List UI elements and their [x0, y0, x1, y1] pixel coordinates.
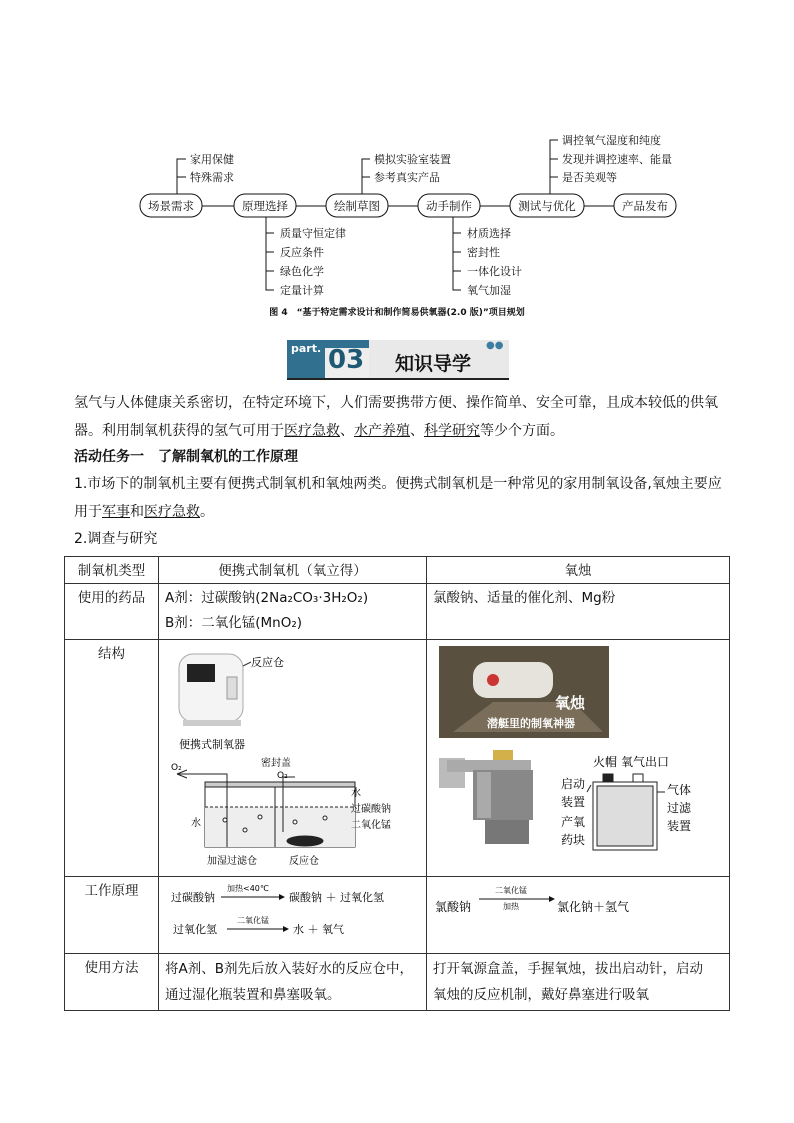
svg-text:O₂: O₂: [277, 771, 288, 781]
figure-caption: 图 4 “基于特定需求设计和制作简易供氧器(2.0 版)”项目规划: [269, 308, 525, 318]
svg-text:过碳酸钠: 过碳酸钠: [171, 891, 215, 904]
table-row: 使用方法 将A剂、B剂先后放入装好水的反应仓中， 通过湿化瓶装置和鼻塞吸氧。 打开氧源盒盖，手握氧烛，拔出启动针，启动 氧烛的反应机制，戴好鼻塞进行吸氧: [65, 954, 730, 1011]
portable-principle-cell: [159, 877, 427, 954]
svg-text:O₂: O₂: [171, 763, 182, 773]
principle-item: 绿色化学: [280, 265, 324, 278]
svg-text:产氧: 产氧: [561, 815, 586, 829]
task-heading: 活动任务一 了解制氧机的工作原理: [74, 449, 298, 465]
svg-text:火帽: 火帽: [593, 755, 618, 769]
svg-text:氯化钠＋氢气: 氯化钠＋氢气: [557, 900, 630, 914]
svg-text:反应仓: 反应仓: [289, 856, 319, 867]
candle-structure-cell: [427, 640, 730, 877]
candle-3d-render: [439, 750, 533, 844]
scene-item: 家用保健: [190, 153, 234, 166]
svg-text:碳酸钠 ＋ 过氧化氢: 碳酸钠 ＋ 过氧化氢: [289, 891, 384, 904]
svg-text:原理选择: 原理选择: [242, 199, 288, 213]
svg-text:动手制作: 动手制作: [426, 199, 472, 213]
candle-structure-figure: [433, 642, 723, 870]
svg-text:测试与优化: 测试与优化: [518, 199, 576, 213]
flow-node-principle: [234, 194, 296, 217]
svg-text:二氧化锰: 二氧化锰: [495, 886, 527, 895]
bubble-icon: ●●: [486, 340, 504, 351]
portable-structure-figure: [165, 642, 420, 870]
svg-text:加热: 加热: [503, 902, 519, 911]
make-item: 一体化设计: [467, 265, 522, 278]
humidifier-diagram: [177, 770, 355, 847]
test-item: 是否美观等: [562, 171, 617, 184]
svg-text:密封盖: 密封盖: [261, 758, 291, 769]
candle-principle-cell: [427, 877, 730, 954]
banner-part-label: part.: [291, 342, 322, 355]
svg-text:加湿过滤仓: 加湿过滤仓: [207, 856, 257, 867]
svg-text:二氧化锰: 二氧化锰: [237, 916, 269, 925]
svg-text:氧气出口: 氧气出口: [621, 755, 670, 769]
flow-node-sketch: [326, 194, 388, 217]
svg-text:水: 水: [351, 788, 361, 799]
flow-node-scene: [140, 194, 202, 217]
flow-node-release: [614, 194, 676, 217]
test-item: 发现并调控速率、能量: [562, 153, 672, 166]
underlined-term: 科学研究: [424, 423, 480, 439]
oxygen-device-image: [179, 654, 251, 726]
table-row: 使用的药品 A剂：过碳酸钠(2Na₂CO₃·3H₂O₂) B剂：二氧化锰(MnO₂) 氯酸钠、适量的催化剂、Mg粉: [65, 584, 730, 640]
table-row: 工作原理 过碳酸钠 加热<40℃ 碳酸钠 ＋ 过氧化氢 过氧化氢 二氧化锰 水 ＋ 氧气 氯酸钠 二氧化锰 加热 氯化钠＋氢气: [65, 877, 730, 954]
make-item: 材质选择: [467, 227, 511, 240]
svg-text:潜艇里的制氧神器: 潜艇里的制氧神器: [487, 717, 575, 730]
svg-text:过滤: 过滤: [667, 801, 692, 815]
section-banner: [287, 340, 509, 380]
svg-text:装置: 装置: [561, 795, 586, 809]
intro-paragraph: 氢气与人体健康关系密切，在特定环境下，人们需要携带方便、操作简单、安全可靠，且成本较低的供氧 器。利用制氧机获得的氢气可用于医疗急救、水产养殖、科学研究等少个方面。: [74, 395, 718, 439]
svg-text:过碳酸钠: 过碳酸钠: [351, 804, 391, 815]
underlined-term: 军事: [102, 504, 130, 520]
svg-text:过氧化氢: 过氧化氢: [173, 923, 217, 936]
portable-structure-cell: [159, 640, 427, 877]
underlined-term: 医疗急救: [284, 423, 340, 439]
svg-text:装置: 装置: [667, 819, 692, 833]
scene-item: 特殊需求: [190, 171, 234, 184]
point-1: 1.市场下的制氧机主要有便携式制氧机和氧烛两类。便携式制氧机是一种常见的家用制氧设备,氧烛主要应 用于军事和医疗急救。: [74, 476, 722, 520]
svg-text:氧烛: 氧烛: [555, 694, 586, 712]
svg-text:场景需求: 场景需求: [148, 199, 194, 213]
point-2: 2.调查与研究: [74, 531, 158, 547]
svg-text:二氧化锰: 二氧化锰: [351, 820, 391, 831]
svg-text:气体: 气体: [667, 783, 692, 797]
make-item: 密封性: [467, 246, 500, 259]
principle-item: 反应条件: [280, 246, 324, 259]
underlined-term: 医疗急救: [144, 504, 200, 520]
flow-node-make: [418, 194, 480, 217]
project-flow-diagram: [0, 0, 794, 330]
flow-node-test: [510, 194, 584, 217]
comparison-table: [64, 556, 730, 1011]
svg-text:启动: 启动: [561, 777, 586, 791]
svg-text:产品发布: 产品发布: [622, 199, 668, 213]
candle-diagram: [587, 774, 665, 850]
table-header-cell: 制氧机类型: [65, 557, 159, 584]
test-item: 调控氧气湿度和纯度: [562, 134, 661, 147]
svg-text:绘制草图: 绘制草图: [334, 199, 380, 213]
sketch-item: 参考真实产品: [374, 171, 440, 184]
table-row: 结构 反应仓 便携式制氧器 密封盖 O₂ O₂ 水 水 过碳酸钠 二氧化锰 加湿过滤仓 反应仓 氧烛 潜艇里的制氧神器 火帽 氧气出口 启动 装置 气体 过滤 装置 产氧 药块: [65, 640, 730, 877]
svg-text:水: 水: [191, 818, 201, 829]
make-item: 氧气加湿: [467, 284, 511, 297]
svg-text:氯酸钠: 氯酸钠: [435, 900, 472, 914]
svg-text:反应仓: 反应仓: [251, 656, 284, 669]
banner-number: 03: [328, 345, 365, 375]
table-header-cell: 氧烛: [427, 557, 730, 584]
table-header-cell: 便携式制氧机（氧立得）: [159, 557, 427, 584]
svg-text:加热<40℃: 加热<40℃: [227, 884, 269, 893]
svg-text:便携式制氧器: 便携式制氧器: [179, 738, 245, 751]
sketch-item: 模拟实验室装置: [374, 153, 451, 166]
svg-text:水 ＋ 氧气: 水 ＋ 氧气: [293, 923, 344, 936]
svg-text:药块: 药块: [561, 833, 586, 847]
underlined-term: 水产养殖: [354, 423, 410, 439]
principle-item: 质量守恒定律: [280, 227, 346, 240]
banner-title: 知识导学: [395, 353, 472, 375]
table-header-row: [65, 557, 730, 584]
principle-item: 定量计算: [280, 284, 324, 297]
